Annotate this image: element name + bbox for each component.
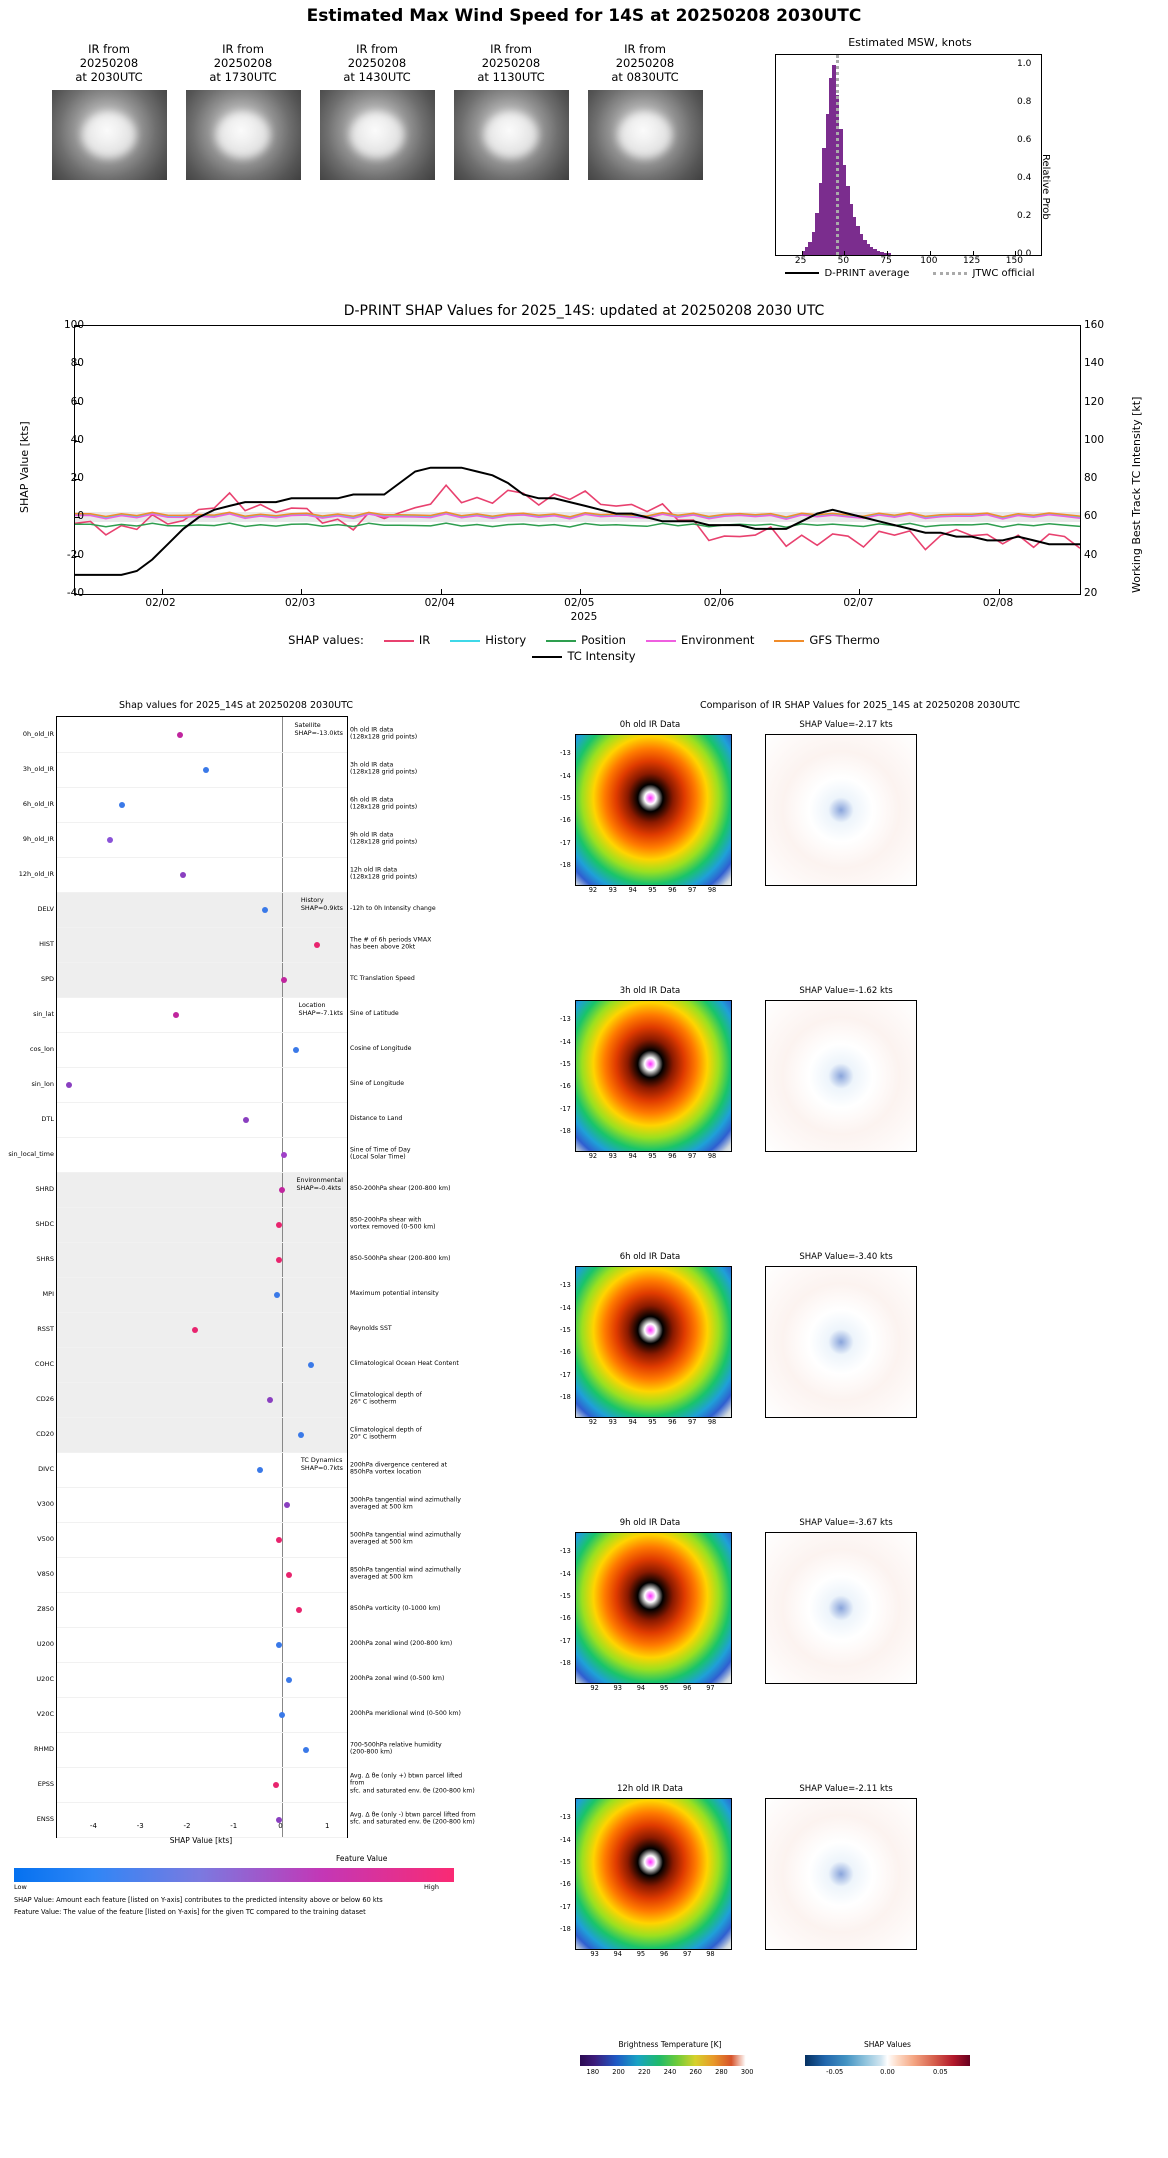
shap-dot-shrd [279,1187,285,1193]
timeseries-ytick-left: 0 [77,510,84,523]
ir-map-xtick: 96 [668,1418,677,1426]
shap-feature-description: 700-500hPa relative humidity (200-800 km) [350,1740,442,1756]
shap-feature-label: DTL [41,1114,54,1123]
ir-caption: IR from 20250208 at 1430UTC [343,42,411,84]
shap-xlabel: SHAP Value [kts] [169,1836,233,1845]
shap-dot-cohc [308,1362,314,1368]
ir-map-xtick: 96 [659,1950,669,1958]
shap-feature-label: U200 [36,1639,54,1648]
shap-dot-rhmd [303,1747,309,1753]
shap-feature-description: 6h old IR data (128x128 grid points) [350,795,418,811]
shap-feature-label: COHC [34,1359,54,1368]
ir-image [186,90,301,180]
timeseries-ytick-right: 60 [1084,510,1098,523]
shap-colorbar-tick: 0.05 [932,2068,948,2076]
ir-map-xtick: 98 [707,886,717,894]
ir-6h-thumbnail [312,42,442,180]
shap-dot-hist [314,942,320,948]
ir-map-ytick: -13 [560,1015,571,1024]
histogram-ytick: 0.8 [1017,96,1032,107]
shap-map [765,1798,917,1950]
shap-feature-label: EPSS [37,1779,54,1788]
ir-map-ytick: -15 [560,1325,571,1334]
ir-map-title: 9h old IR Data [619,1518,681,1528]
shap-feature-label: cos_lon [29,1044,54,1053]
ir-map-xtick: 95 [659,1684,669,1692]
ir-map-ytick: -17 [560,1370,571,1379]
shap-dot-rsst [192,1327,198,1333]
timeseries-title: D-PRINT SHAP Values for 2025_14S: updated at 20250208 2030 UTC [343,303,825,319]
ir-map-ytick: -14 [560,771,571,780]
shap-feature-label: V300 [37,1499,54,1508]
shap-xtick: -3 [136,1822,144,1830]
shap-dot-v500 [276,1537,282,1543]
shap-map-title: SHAP Value=-2.17 kts [799,720,893,730]
legend-item-tc-intensity: TC Intensity [532,649,635,663]
shap-dot-u20c [286,1677,292,1683]
ir-map-xtick: 95 [648,1152,657,1160]
page-title: Estimated Max Wind Speed for 14S at 20250208 2030UTC [306,6,862,26]
ir-map-xtick: 95 [648,1418,657,1426]
ir-map-xtick: 98 [707,1152,717,1160]
shap-feature-label: DIVC [38,1464,54,1473]
timeseries-xlabel: 2025 [570,611,598,623]
legend-item-environment: Environment [646,633,754,647]
ir-3h-thumbnail [178,42,308,180]
ir-map-ytick: -17 [560,1902,571,1911]
ir-map-ytick: -16 [560,1880,571,1889]
shap-dot-cd20 [298,1432,304,1438]
feature-value-colorbar [14,1868,454,1882]
ir-map-ytick: -13 [560,749,571,758]
ir-map-ytick: -18 [560,1126,571,1135]
bt-colorbar-tick: 240 [663,2068,677,2076]
shap-colorbar-tick: -0.05 [826,2068,844,2076]
shap-feature-label: 9h_old_IR [22,834,54,843]
ir-map-ytick: -18 [560,1392,571,1401]
shap-plot-area [56,716,348,1838]
ir-caption: IR from 20250208 at 0830UTC [611,42,679,84]
shap-map [765,1266,917,1418]
shap-feature-description: 200hPa meridional wind (0-500 km) [350,1709,461,1717]
histogram-xtick: 75 [880,256,892,266]
bt-colorbar-tick: 260 [689,2068,702,2076]
shap-feature-description: Sine of Time of Day (Local Solar Time) [350,1145,411,1161]
ir-map-xtick: 92 [590,1684,599,1692]
timeseries-ytick-left: 60 [70,395,84,408]
shap-dot-3h_old_ir [203,767,209,773]
shap-feature-description: Sine of Longitude [350,1079,405,1087]
shap-group-label: Satellite SHAP=-13.0kts [294,721,343,737]
ir-map-xtick: 94 [636,1684,646,1692]
shap-feature-label: SPD [40,974,54,983]
shap-timeseries-chart [12,303,1156,683]
ir-map-ytick: -14 [560,1835,571,1844]
shap-dot-9h_old_ir [107,837,113,843]
shap-dot-6h_old_ir [119,802,125,808]
ir-map-ytick: -18 [560,1658,571,1667]
shap-feature-label: U20C [36,1674,54,1683]
shap-feature-description: 200hPa zonal wind (200-800 km) [350,1639,453,1647]
shap-group-label: History SHAP=0.9kts [300,896,344,912]
shap-dot-shrs [276,1257,282,1263]
histogram-ylabel: Relative Prob [1040,154,1051,220]
ir-map-ytick: -15 [560,1591,571,1600]
shap-feature-label: sin_lon [31,1079,54,1088]
shap-feature-label: sin_lat [33,1009,54,1018]
shap-feature-label: RHMD [33,1744,54,1753]
ir-map-title: 12h old IR Data [617,1784,683,1794]
histogram-legend [745,268,1075,279]
ir-image [588,90,703,180]
ir-map [575,1798,732,1950]
shap-group-label: Environmental SHAP=-0.4kts [296,1176,343,1192]
jtwc-official-marker [836,55,842,255]
shap-feature-description: 850-200hPa shear (200-800 km) [350,1184,451,1192]
shap-map [765,1532,917,1684]
shap-feature-description: 850hPa tangential wind azimuthally averaged at 500 km [350,1565,461,1581]
ir-image [320,90,435,180]
shap-feature-description: 0h old IR data (128x128 grid points) [350,725,418,741]
shap-dot-divc [257,1467,263,1473]
shap-feature-description: Cosine of Longitude [350,1044,412,1052]
ir-12h-thumbnail [580,42,710,180]
shap-feature-description: TC Translation Speed [350,974,415,982]
shap-feature-label: SHRD [35,1184,54,1193]
shap-map-title: SHAP Value=-1.62 kts [799,986,893,996]
timeseries-xtick: 02/08 [982,597,1014,609]
timeseries-xtick: 02/05 [564,597,595,609]
timeseries-plot-area [74,325,1081,595]
shap-feature-label: 12h_old_IR [18,869,54,878]
shap-feature-description: 850-500hPa shear (200-800 km) [350,1254,451,1262]
legend-title: SHAP values: [288,633,364,647]
timeseries-ylabel-right: Working Best Track TC Intensity [kt] [1130,396,1143,593]
ir-map-ytick: -16 [560,816,571,825]
shap-feature-label: SHRS [36,1254,54,1263]
ir-map-ytick: -18 [560,860,571,869]
ir-map-xtick: 93 [608,886,617,894]
shap-feature-description: 850-200hPa shear with vortex removed (0-500 km) [350,1215,436,1231]
timeseries-xtick: 02/07 [843,597,874,609]
ir-map-xtick: 94 [613,1950,622,1958]
ir-map-xtick: 96 [668,886,677,894]
histogram-plot-area [775,54,1042,256]
shap-feature-label: V850 [37,1569,54,1578]
shap-group-label: TC Dynamics SHAP=0.7kts [300,1456,344,1472]
ir-map-ytick: -16 [560,1614,571,1623]
ir-map-ytick: -18 [560,1924,571,1933]
histogram-xtick: 100 [920,256,938,266]
shap-feature-label: 0h_old_IR [22,729,54,738]
legend-item-position: Position [546,633,626,647]
footnote-shap-value: SHAP Value: Amount each feature [listed on Y-axis] contributes to the predicted intensity above or below 60 kts [14,1896,383,1904]
shap-dot-u200 [276,1642,282,1648]
legend-jtwc-official: JTWC official [933,268,1034,279]
timeseries-ytick-right: 140 [1084,357,1105,370]
ir-map-xtick: 96 [683,1684,692,1692]
shap-feature-description: 300hPa tangential wind azimuthally averaged at 500 km [350,1495,461,1511]
ir-image [52,90,167,180]
ir-map-xtick: 94 [628,1418,637,1426]
ir-map-ytick: -15 [560,1059,571,1068]
shap-feature-label: V20C [36,1709,54,1718]
bt-colorbar-tick: 220 [637,2068,651,2076]
shap-feature-description: 500hPa tangential wind azimuthally averaged at 500 km [350,1530,461,1546]
ir-map-xtick: 98 [707,1418,717,1426]
histogram-ytick: 1.0 [1017,58,1032,69]
shap-panel-title: Shap values for 2025_14S at 20250208 2030UTC [119,700,353,711]
shap-dot-v20c [279,1712,285,1718]
brightness-temperature-colorbar-title: Brightness Temperature [K] [618,2040,722,2049]
ir-map-xtick: 93 [613,1684,622,1692]
shap-feature-label: RSST [37,1324,54,1333]
shap-feature-label: V500 [37,1534,54,1543]
shap-feature-description: Reynolds SST [350,1324,392,1332]
ir-map-ytick: -17 [560,1104,571,1113]
shap-map [765,1000,917,1152]
shap-map-title: SHAP Value=-3.67 kts [799,1518,893,1528]
ir-map-ytick: -13 [560,1281,571,1290]
timeseries-xtick: 02/04 [424,597,455,609]
ir-map-xtick: 96 [668,1152,677,1160]
histogram-ytick: 0.2 [1017,210,1032,221]
histogram-xtick: 25 [794,256,807,266]
histogram-xtick: 125 [963,256,981,266]
shap-feature-description: Maximum potential intensity [350,1289,439,1297]
ir-map-ytick: -16 [560,1082,571,1091]
shap-feature-description: 200hPa zonal wind (0-500 km) [350,1674,445,1682]
histogram-title: Estimated MSW, knots [848,36,972,49]
shap-xtick: 1 [325,1822,330,1830]
ir-map-ytick: -17 [560,1636,571,1645]
ir-map-ytick: -15 [560,793,571,802]
shap-xtick: -2 [183,1822,191,1830]
ir-map-ytick: -14 [560,1303,571,1312]
histogram-xtick: 50 [837,256,850,266]
timeseries-xtick: 02/02 [145,597,176,609]
shap-feature-label: HIST [39,939,54,948]
ir-map-xtick: 97 [688,1418,697,1426]
shap-feature-label: ENSS [36,1814,54,1823]
histogram-ytick: 0.6 [1017,134,1032,145]
shap-dot-sin_local_time [281,1152,287,1158]
shap-dot-sin_lon [66,1082,72,1088]
shap-dot-dtl [243,1117,249,1123]
timeseries-ytick-right: 120 [1084,395,1105,408]
shap-feature-description: Climatological Ocean Heat Content [350,1359,459,1367]
shap-feature-label: CD20 [36,1429,54,1438]
bt-colorbar-tick: 280 [715,2068,728,2076]
shap-colorbar-tick: 0.00 [880,2068,895,2076]
shap-values-colorbar-title: SHAP Values [864,2040,911,2049]
shap-map-title: SHAP Value=-2.11 kts [799,1784,893,1794]
ir-map [575,1266,732,1418]
shap-feature-description: 3h old IR data (128x128 grid points) [350,760,418,776]
bt-colorbar-tick: 200 [612,2068,625,2076]
bt-colorbar-tick: 300 [740,2068,754,2076]
shap-dot-cd26 [267,1397,273,1403]
shap-feature-description: 9h old IR data (128x128 grid points) [350,830,418,846]
timeseries-ytick-left: -40 [66,587,84,599]
timeseries-ytick-left: 100 [63,319,84,331]
ir-map-xtick: 97 [683,1950,692,1958]
shap-dot-spd [281,977,287,983]
shap-feature-label: CD26 [36,1394,54,1403]
ir-map-xtick: 92 [588,1418,598,1426]
timeseries-xtick: 02/03 [284,597,316,609]
colorbar-high-label: High [424,1883,439,1891]
ir-caption: IR from 20250208 at 2030UTC [75,42,143,84]
colorbar-low-label: Low [14,1883,27,1891]
ir-map-xtick: 92 [588,1152,598,1160]
shap-feature-description: Avg. Δ θe (only -) btwn parcel lifted from sfc. and saturated env. θe (200-800 km) [350,1810,476,1826]
legend-item-ir: IR [384,633,430,647]
ir-0h-thumbnail [44,42,174,180]
ir-map-ytick: -15 [560,1857,571,1866]
ir-map-xtick: 94 [628,886,637,894]
ir-image [454,90,569,180]
feature-value-colorbar-title: Feature Value [336,1854,388,1863]
shap-dot-v850 [286,1572,292,1578]
ir-map-xtick: 93 [608,1152,617,1160]
shap-feature-description: Climatological depth of 20° C isotherm [350,1425,422,1441]
ir-map-ytick: -17 [560,838,571,847]
shap-feature-panel [6,700,476,2100]
histogram-xtick: 150 [1005,256,1023,266]
ir-map-xtick: 92 [588,886,598,894]
timeseries-ytick-left: 20 [70,472,84,485]
shap-feature-label: DELV [37,904,54,913]
ir-map-xtick: 93 [590,1950,599,1958]
ir-map-xtick: 97 [706,1684,715,1692]
ir-map-xtick: 94 [628,1152,637,1160]
timeseries-legend [12,633,1156,663]
ir-map-xtick: 95 [636,1950,646,1958]
shap-dot-cos_lon [293,1047,299,1053]
shap-dot-shdc [276,1222,282,1228]
shap-xtick: -1 [230,1822,238,1830]
shap-feature-description: Sine of Latitude [350,1009,399,1017]
ir-map-ytick: -13 [560,1547,571,1556]
comparison-title: Comparison of IR SHAP Values for 2025_14S at 20250208 2030UTC [699,700,1021,711]
shap-map [765,734,917,886]
shap-feature-description: Avg. Δ θe (only +) btwn parcel lifted from sfc. and saturated env. θe (200-800 km) [350,1772,475,1795]
shap-feature-description: -12h to 0h Intensity change [350,904,436,912]
timeseries-ytick-left: -20 [66,548,84,561]
shap-dot-epss [273,1782,279,1788]
shap-dot-sin_lat [173,1012,179,1018]
shap-feature-label: SHDC [35,1219,54,1228]
shap-feature-label: Z850 [37,1604,54,1613]
ir-9h-thumbnail [446,42,576,180]
footnote-feature-value: Feature Value: The value of the feature [listed on Y-axis] for the given TC compared to the training dataset [14,1908,366,1916]
shap-feature-description: 200hPa divergence centered at 850hPa vortex location [350,1460,448,1476]
ir-map-title: 3h old IR Data [619,986,681,996]
ir-shap-comparison-panel [560,700,1160,2120]
histogram-ytick: 0.4 [1017,172,1032,183]
timeseries-ytick-right: 100 [1084,433,1105,446]
legend-dprint-average: D-PRINT average [785,268,909,279]
legend-item-history: History [450,633,526,647]
ir-map-xtick: 93 [608,1418,617,1426]
ir-map-xtick: 95 [648,886,657,894]
shap-xtick: 0 [278,1822,283,1830]
shap-dot-delv [262,907,268,913]
ir-map-title: 0h old IR Data [619,720,681,730]
timeseries-ytick-right: 20 [1084,587,1098,599]
ir-map-xtick: 98 [706,1950,715,1958]
shap-dot-v300 [284,1502,290,1508]
ir-map-title: 6h old IR Data [619,1252,681,1262]
shap-dot-12h_old_ir [180,872,186,878]
shap-dot-mpi [274,1292,280,1298]
shap-feature-label: MPI [42,1289,54,1298]
timeseries-ytick-left: 80 [70,357,84,370]
shap-feature-label: sin_local_time [8,1149,54,1158]
ir-map-ytick: -14 [560,1569,571,1578]
timeseries-ytick-right: 160 [1084,319,1105,331]
brightness-temperature-colorbar [580,2055,760,2066]
shap-dot-0h_old_ir [177,732,183,738]
shap-feature-label: 6h_old_IR [22,799,54,808]
shap-feature-description: 12h old IR data (128x128 grid points) [350,865,418,881]
shap-feature-label: 3h_old_IR [22,764,54,773]
ir-map-xtick: 97 [688,886,697,894]
histogram-ytick: 0.0 [1017,249,1032,259]
timeseries-ytick-right: 40 [1084,548,1098,561]
timeseries-xtick: 02/06 [703,597,735,609]
msw-histogram [745,36,1075,279]
shap-feature-description: Distance to Land [350,1114,403,1122]
timeseries-ylabel-left: SHAP Value [kts] [18,421,31,513]
shap-group-label: Location SHAP=-7.1kts [298,1001,343,1017]
shap-feature-description: The # of 6h periods VMAX has been above 20kt [350,935,432,951]
ir-map [575,734,732,886]
ir-map-ytick: -13 [560,1813,571,1822]
ir-map-ytick: -16 [560,1348,571,1357]
timeseries-curves [75,326,1080,594]
ir-map-ytick: -14 [560,1037,571,1046]
ir-caption: IR from 20250208 at 1130UTC [477,42,545,84]
ir-map-xtick: 97 [688,1152,697,1160]
shap-dot-z850 [296,1607,302,1613]
shap-map-title: SHAP Value=-3.40 kts [799,1252,893,1262]
timeseries-ytick-right: 80 [1084,472,1098,485]
timeseries-ytick-left: 40 [70,433,84,446]
shap-feature-description: 850hPa vorticity (0-1000 km) [350,1604,441,1612]
shap-values-colorbar [805,2055,970,2066]
ir-map [575,1000,732,1152]
shap-feature-description: Climatological depth of 26° C isotherm [350,1390,422,1406]
legend-item-gfs-thermo: GFS Thermo [774,633,879,647]
bt-colorbar-tick: 180 [586,2068,600,2076]
ir-map [575,1532,732,1684]
ir-caption: IR from 20250208 at 1730UTC [209,42,277,84]
shap-xtick: -4 [89,1822,97,1830]
